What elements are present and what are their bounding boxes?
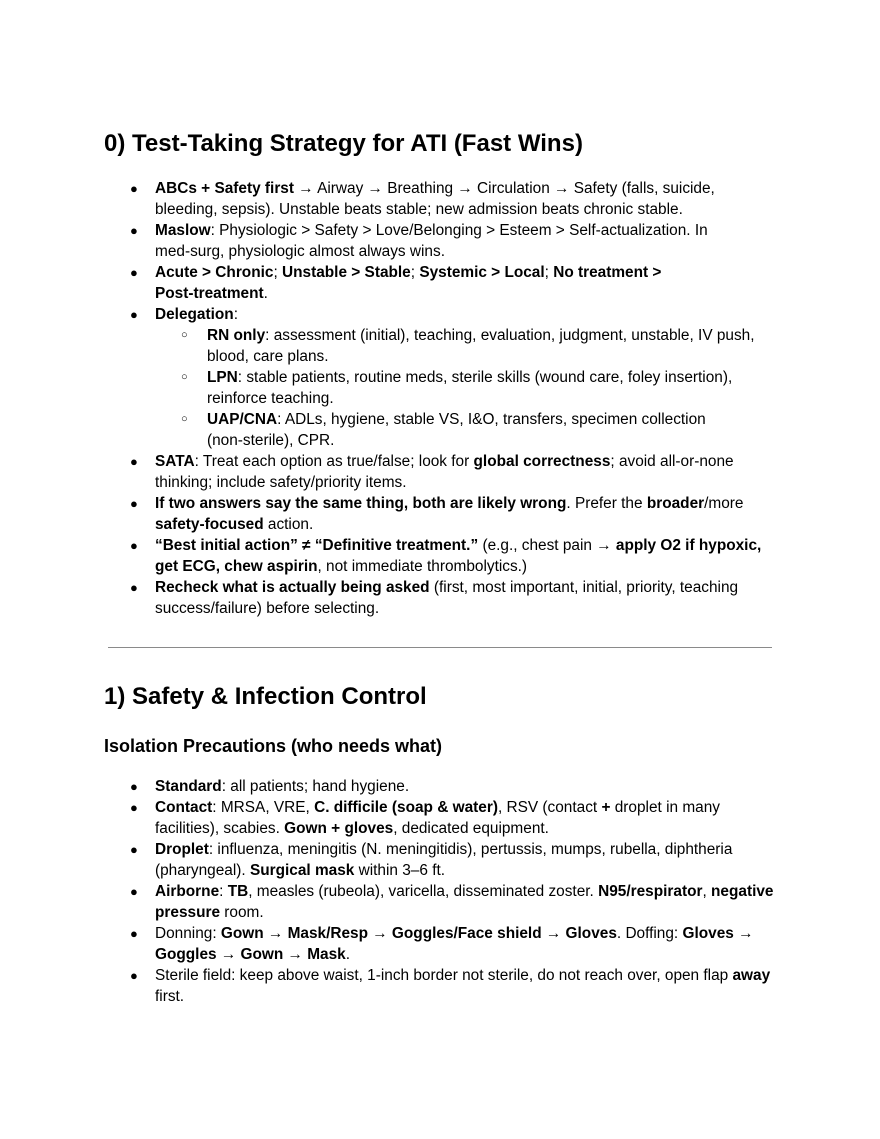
bullet-icon: ●	[130, 779, 138, 794]
list-item: ● Recheck what is actually being asked (first, most important, initial, priority, teaching success/failure) before selecting.	[130, 579, 739, 617]
list-item: ● Sterile field: keep above waist, 1‑inch border not sterile, do not reach over, open flap away first.	[130, 967, 771, 1005]
list-item: ● SATA: Treat each option as true/false; look for global correctness; avoid all‑or‑none thinking; include safety/priority items.	[130, 453, 734, 491]
hollow-bullet-icon: ○	[181, 413, 188, 425]
list-item: ● Acute > Chronic; Unstable > Stable; Systemic > Local; No treatment > Post‑treatment.	[130, 264, 662, 302]
list-item: ● Donning: Gown → Mask/Resp → Goggles/Face shield → Gloves. Doffing: Gloves → Goggles → Gown → Mask.	[130, 925, 754, 963]
section-1-heading: 1) Safety & Infection Control	[104, 683, 427, 710]
section-0-list	[104, 178, 776, 619]
list-item: ● “Best initial action” ≠ “Definitive treatment.” (e.g., chest pain → apply O2 if hypoxic, get ECG, chew aspirin, not immediate thrombolytics.)	[130, 537, 762, 575]
bullet-icon: ●	[130, 538, 138, 553]
list-item: ● Airborne: TB, measles (rubeola), varicella, disseminated zoster. N95/respirator, negative pressure room.	[130, 883, 774, 921]
horizontal-rule	[108, 647, 772, 648]
bullet-icon: ●	[130, 496, 138, 511]
bullet-icon: ●	[130, 842, 138, 857]
section-1-list	[104, 776, 776, 1007]
sub-list-item: ○ RN only: assessment (initial), teaching, evaluation, judgment, unstable, IV push, blood, care plans.	[181, 327, 755, 365]
bullet-icon: ●	[130, 265, 138, 280]
bullet-icon: ●	[130, 968, 138, 983]
bullet-icon: ●	[130, 454, 138, 469]
list-item: ● Delegation: ○ RN only: assessment (initial), teaching, evaluation, judgment, unstable, IV push, blood, care plans. ○ LPN: stable patients, routine meds, sterile skills (wound care, foley insertion), reinforce teaching. ○ UAP/CNA: ADLs, hygiene, stable VS, I&O, transfers, specimen collection (non‑sterile), CPR.	[104, 304, 776, 451]
list-item: ● Maslow: Physiologic > Safety > Love/Belonging > Esteem > Self‑actualization. In med‑surg, physiologic almost always wins.	[130, 222, 708, 260]
section-1-subheading: Isolation Precautions (who needs what)	[104, 736, 443, 756]
bullet-icon: ●	[130, 926, 138, 941]
sub-list-item: ○ LPN: stable patients, routine meds, sterile skills (wound care, foley insertion), reinforce teaching.	[181, 369, 733, 407]
list-item: ● ABCs + Safety first → Airway → Breathing → Circulation → Safety (falls, suicide, bleeding, sepsis). Unstable beats stable; new admission beats chronic stable.	[130, 180, 715, 218]
list-item: ● Droplet: influenza, meningitis (N. meningitidis), pertussis, mumps, rubella, diphtheria (pharyngeal). Surgical mask within 3–6 ft.	[130, 841, 733, 879]
hollow-bullet-icon: ○	[181, 329, 188, 341]
list-item: ● Contact: MRSA, VRE, C. difficile (soap & water), RSV (contact + droplet in many facilities), scabies. Gown + gloves, dedicated equipment.	[130, 799, 720, 837]
hollow-bullet-icon: ○	[181, 371, 188, 383]
bullet-icon: ●	[130, 181, 138, 196]
bullet-icon: ●	[130, 223, 138, 238]
list-item: ● If two answers say the same thing, both are likely wrong. Prefer the broader/more safety‑focused action.	[130, 495, 744, 533]
delegation-sublist	[155, 325, 776, 451]
bullet-icon: ●	[130, 800, 138, 815]
section-0-heading: 0) Test‑Taking Strategy for ATI (Fast Wins)	[104, 130, 583, 157]
bullet-icon: ●	[130, 580, 138, 595]
bullet-icon: ●	[130, 884, 138, 899]
list-item: ● Standard: all patients; hand hygiene.	[130, 778, 410, 795]
bullet-icon: ●	[130, 307, 138, 322]
sub-list-item: ○ UAP/CNA: ADLs, hygiene, stable VS, I&O, transfers, specimen collection (non‑sterile), CPR.	[181, 411, 706, 449]
